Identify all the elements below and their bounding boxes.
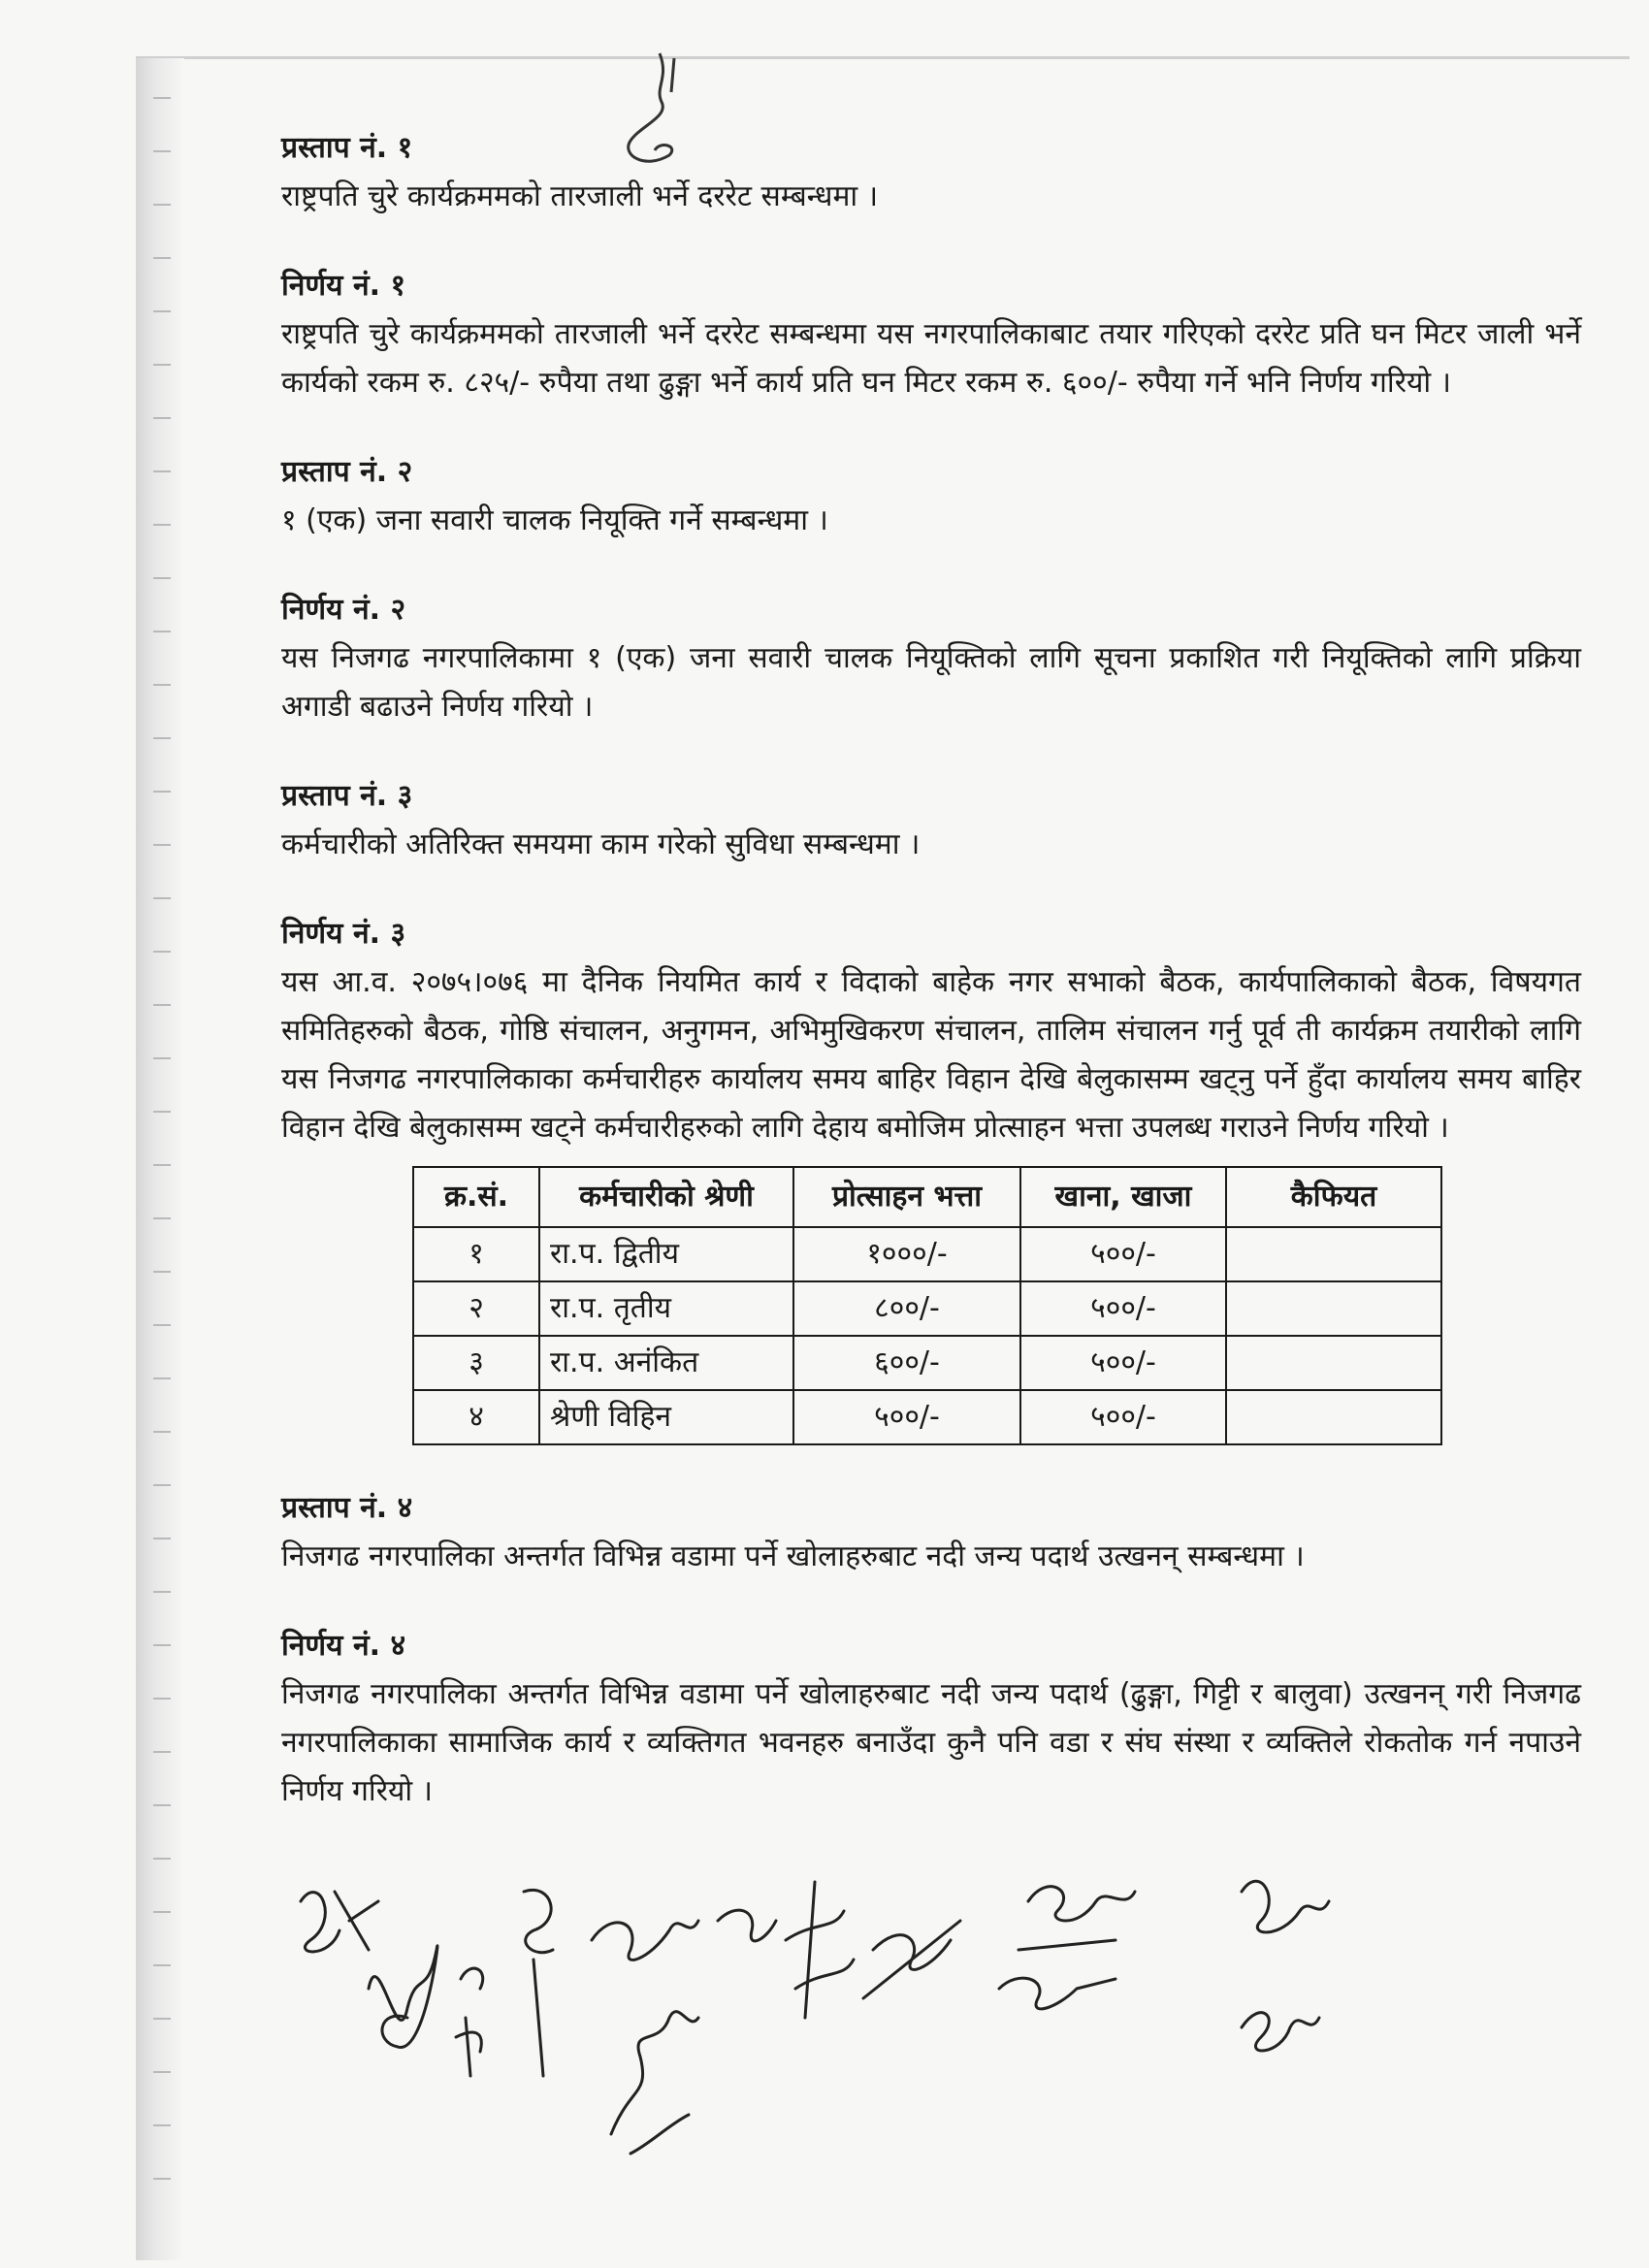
signature-10 — [1018, 1887, 1135, 1950]
scan-tick — [153, 2071, 171, 2073]
scan-tick — [153, 1538, 171, 1539]
scan-top-border — [136, 56, 1630, 59]
proposal-text: १ (एक) जना सवारी चालक नियूक्ति गर्ने सम्बन्धमा । — [281, 503, 828, 537]
scan-tick — [153, 1164, 171, 1166]
table-cell — [1226, 1227, 1441, 1281]
signature-4 — [524, 1890, 553, 2076]
scan-edge-strip — [136, 58, 184, 2260]
proposal-heading: प्रस्ताप नं. २ — [281, 455, 413, 489]
scan-tick — [153, 257, 171, 259]
decision-heading: निर्णय नं. २ — [281, 593, 406, 627]
table-cell: १०००/- — [793, 1227, 1020, 1281]
scan-tick — [153, 524, 171, 526]
scan-tick — [153, 631, 171, 632]
decision-text: यस निजगढ नगरपालिकामा १ (एक) जना सवारी चालक नियूक्तिको लागि सूचना प्रकाशित गरी नियूक्तिको लागि प्रक्रिया अगाडी बढाउने निर्णय गरियो । — [281, 641, 1581, 724]
decision-4 — [281, 1622, 1581, 1816]
scan-tick — [153, 1644, 171, 1646]
decision-text: निजगढ नगरपालिका अन्तर्गत विभिन्न वडामा पर्ने खोलाहरुबाट नदी जन्य पदार्थ (ढुङ्गा, गिट्टी र बालुवा) उत्खनन् गरी निजगढ नगरपालिकाका सामाजिक कार्य र व्यक्तिगत भवनहरु बनाउँदा कुनै पनि वडा र संघ संस्था र व्यक्तिले रोकतोक गर्न नपाउने निर्णय गरियो । — [281, 1677, 1581, 1808]
scan-tick — [153, 1271, 171, 1273]
table-cell: ५००/- — [1020, 1281, 1226, 1336]
table-cell: ५००/- — [1020, 1227, 1226, 1281]
table-cell: ५००/- — [1020, 1390, 1226, 1444]
decision-heading: निर्णय नं. ४ — [281, 1629, 406, 1663]
scan-tick — [153, 1004, 171, 1006]
proposal-3 — [281, 772, 1581, 869]
signature-3 — [456, 1968, 483, 2076]
proposal-text: राष्ट्रपति चुरे कार्यक्रममको तारजाली भर्ने दररेट सम्बन्धमा । — [281, 179, 879, 213]
signature-5 — [592, 1921, 698, 1960]
table-cell: ४ — [413, 1390, 539, 1444]
scan-tick — [153, 1057, 171, 1059]
table-cell — [1226, 1390, 1441, 1444]
signature-13 — [1242, 2013, 1319, 2051]
signature-block — [281, 1863, 1445, 2212]
proposal-2 — [281, 448, 1581, 545]
table-cell: ५००/- — [793, 1390, 1020, 1444]
scan-tick — [153, 2018, 171, 2020]
scan-tick — [153, 417, 171, 419]
scan-tick — [153, 1324, 171, 1326]
proposal-1 — [281, 124, 1581, 221]
table-cell: रा.प. तृतीय — [539, 1281, 793, 1336]
signatures-image — [281, 1863, 1445, 2212]
scan-tick — [153, 1804, 171, 1806]
table-header-row — [413, 1167, 1441, 1227]
signature-7 — [718, 1910, 776, 1941]
decision-heading: निर्णय नं. ३ — [281, 917, 406, 951]
column-header: क्र.सं. — [413, 1167, 539, 1227]
table-row — [413, 1390, 1441, 1444]
column-header: खाना, खाजा — [1020, 1167, 1226, 1227]
scan-tick — [153, 2178, 171, 2180]
scan-tick — [153, 897, 171, 899]
signature-2 — [369, 1946, 437, 2048]
proposal-text: निजगढ नगरपालिका अन्तर्गत विभिन्न वडामा पर्ने खोलाहरुबाट नदी जन्य पदार्थ उत्खनन् सम्बन्धमा । — [281, 1539, 1305, 1573]
proposal-heading: प्रस्ताप नं. ४ — [281, 1491, 413, 1525]
signature-6 — [611, 2012, 698, 2154]
scan-tick — [153, 684, 171, 686]
table-cell: रा.प. द्वितीय — [539, 1227, 793, 1281]
proposal-heading: प्रस्ताप नं. ३ — [281, 779, 413, 813]
scan-tick — [153, 737, 171, 739]
scan-tick — [153, 1964, 171, 1966]
table-cell: २ — [413, 1281, 539, 1336]
table-cell: ८००/- — [793, 1281, 1020, 1336]
scan-tick — [153, 364, 171, 366]
scan-tick — [153, 2124, 171, 2126]
scan-tick — [153, 1911, 171, 1913]
scan-tick — [153, 1111, 171, 1113]
decision-text: राष्ट्रपति चुरे कार्यक्रममको तारजाली भर्ने दररेट सम्बन्धमा यस नगरपालिकाबाट तयार गरिएको दररेट प्रति घन मिटर जाली भर्ने कार्यको रकम रु. ८२५/- रुपैया तथा ढुङ्गा भर्ने कार्य प्रति घन मिटर रकम रु. ६००/- रुपैया गर्ने भनि निर्णय गरियो । — [281, 317, 1581, 400]
scan-tick — [153, 1217, 171, 1219]
table-cell: रा.प. अनंकित — [539, 1336, 793, 1390]
allowance-table — [412, 1166, 1442, 1445]
table-cell: ६००/- — [793, 1336, 1020, 1390]
table-cell: ३ — [413, 1336, 539, 1390]
table-cell — [1226, 1281, 1441, 1336]
decision-text: यस आ.व. २०७५।०७६ मा दैनिक नियमित कार्य र विदाको बाहेक नगर सभाको बैठक, कार्यपालिकाको बैठक, विषयगत समितिहरुको बैठक, गोष्ठि संचालन, अनुगमन, अभिमुखिकरण संचालन, तालिम संचालन गर्नु पूर्व ती कार्यक्रम तयारीको लागि यस निजगढ नगरपालिकाका कर्मचारीहरु कार्यालय समय बाहिर विहान देखि बेलुकासम्म खट्नु पर्ने हुँदा कार्यालय समय बाहिर विहान देखि बेलुकासम्म खट्ने कर्मचारीहरुको लागि देहाय बमोजिम प्रोत्साहन भत्ता उपलब्ध गराउने निर्णय गरियो । — [281, 965, 1581, 1145]
scan-tick — [153, 577, 171, 579]
signature-1 — [301, 1892, 378, 1952]
scan-tick — [153, 791, 171, 793]
decision-1 — [281, 262, 1581, 407]
scan-tick — [153, 1431, 171, 1433]
signature-8 — [786, 1882, 854, 2018]
scan-tick — [153, 1377, 171, 1379]
table-row — [413, 1281, 1441, 1336]
table-cell: श्रेणी विहिन — [539, 1390, 793, 1444]
proposal-4 — [281, 1484, 1581, 1581]
proposal-heading: प्रस्ताप नं. १ — [281, 131, 413, 165]
table-cell: १ — [413, 1227, 539, 1281]
scan-tick — [153, 1591, 171, 1593]
scan-tick — [153, 1698, 171, 1700]
scan-tick — [153, 310, 171, 312]
signature-11 — [999, 1978, 1116, 2009]
scan-tick — [153, 1858, 171, 1860]
table-row — [413, 1227, 1441, 1281]
scan-tick — [153, 97, 171, 99]
minutes-body — [281, 124, 1581, 1816]
column-header: प्रोत्साहन भत्ता — [793, 1167, 1020, 1227]
signature-9 — [863, 1921, 960, 1998]
decision-3 — [281, 910, 1581, 1152]
decision-heading: निर्णय नं. १ — [281, 269, 406, 303]
scan-tick — [153, 1484, 171, 1486]
scan-tick — [153, 844, 171, 846]
scan-tick — [153, 150, 171, 152]
table-cell — [1226, 1336, 1441, 1390]
scan-tick — [153, 204, 171, 206]
table-cell: ५००/- — [1020, 1336, 1226, 1390]
decision-2 — [281, 586, 1581, 731]
table-row — [413, 1336, 1441, 1390]
column-header: कैफियत — [1226, 1167, 1441, 1227]
scan-tick — [153, 951, 171, 953]
allowance-table-wrapper — [412, 1166, 1581, 1445]
signature-12 — [1242, 1881, 1329, 1932]
scan-tick — [153, 1751, 171, 1753]
scan-tick — [153, 470, 171, 472]
column-header: कर्मचारीको श्रेणी — [539, 1167, 793, 1227]
proposal-text: कर्मचारीको अतिरिक्त समयमा काम गरेको सुविधा सम्बन्धमा । — [281, 827, 921, 861]
